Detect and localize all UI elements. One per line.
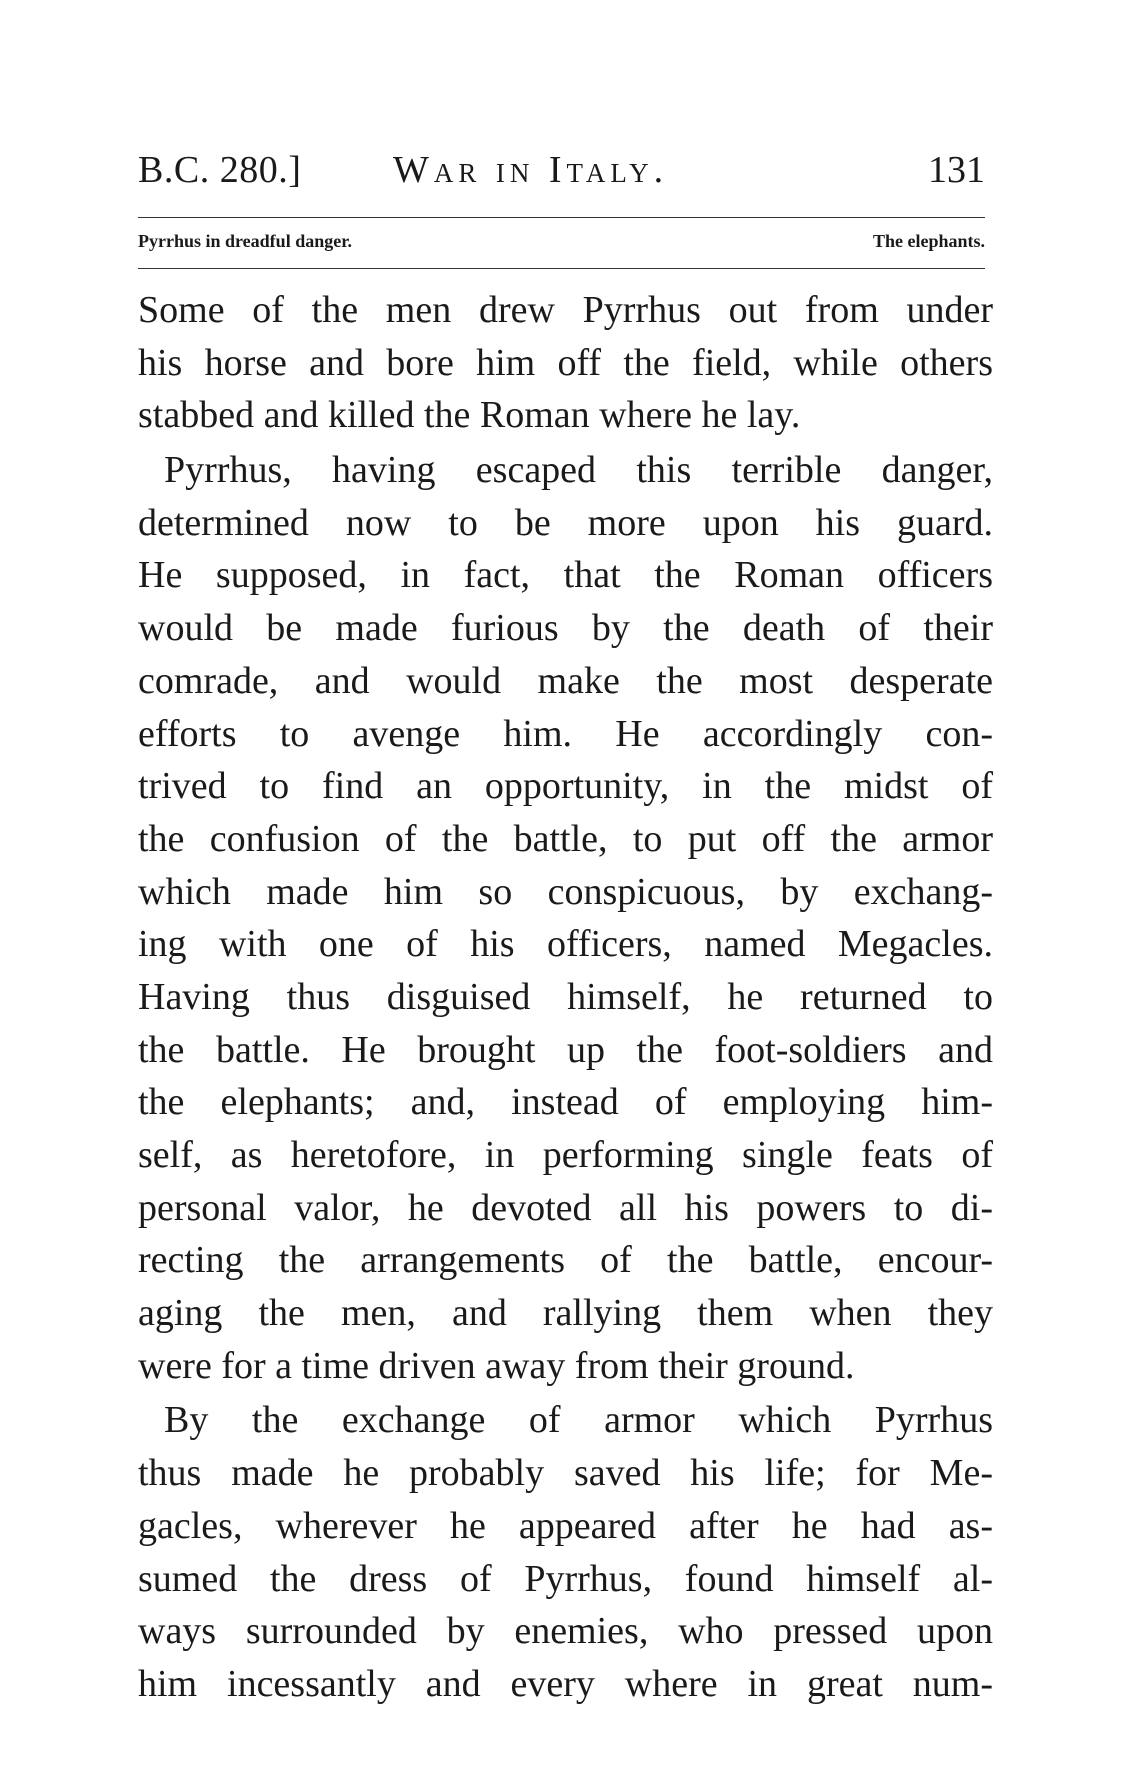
text-line: stabbed and killed the Roman where he lay. (138, 394, 801, 437)
text-line: were for a time driven away from their ground. (138, 1344, 855, 1387)
text-line: Pyrrhus, having escaped this terrible danger, (164, 449, 993, 492)
text-line: comrade, and would make the most desperate (138, 659, 993, 702)
text-line: Some of the men drew Pyrrhus out from under (138, 289, 993, 331)
text-line: would be made furious by the death of their (138, 607, 993, 650)
text-line: sumed the dress of Pyrrhus, found himself al- (138, 1557, 993, 1600)
body-text (138, 284, 993, 1711)
running-head-date: B.C. 280.] (138, 149, 302, 191)
text-line: self, as heretofore, in performing single feats of (138, 1134, 993, 1176)
header-rule-bottom (138, 268, 985, 269)
text-line: the battle. He brought up the foot-soldiers and (138, 1028, 993, 1071)
header-rule-top (138, 217, 985, 218)
text-line: He supposed, in fact, that the Roman officers (138, 554, 993, 597)
text-line: the elephants; and, instead of employing him- (138, 1081, 993, 1124)
text-line: efforts to avenge him. He accordingly con- (138, 712, 993, 755)
text-line: aging the men, and rallying them when they (138, 1292, 993, 1335)
text-line: ing with one of his officers, named Megacles. (138, 923, 993, 966)
running-head-title: War in Italy. (393, 149, 669, 191)
subhead-left: Pyrrhus in dreadful danger. (138, 231, 353, 251)
text-line: ways surrounded by enemies, who pressed upon (138, 1610, 993, 1653)
marginal-subheads (138, 228, 985, 258)
text-line: him incessantly and every where in great num- (138, 1662, 993, 1705)
text-line: determined now to be more upon his guard. (138, 501, 993, 544)
subhead-right: The elephants. (872, 231, 985, 251)
text-line: personal valor, he devoted all his powers to di- (138, 1186, 993, 1229)
text-line: By the exchange of armor which Pyrrhus (164, 1399, 993, 1442)
running-head (138, 148, 985, 198)
text-line: recting the arrangements of the battle, encour- (138, 1239, 993, 1282)
text-line: trived to find an opportunity, in the midst of (138, 765, 993, 808)
text-line: which made him so conspicuous, by exchang- (138, 870, 993, 913)
text-line: thus made he probably saved his life; for Me- (138, 1452, 993, 1495)
text-line: the confusion of the battle, to put off the armor (138, 817, 993, 860)
page-number: 131 (928, 149, 985, 191)
text-line: Having thus disguised himself, he returned to (138, 975, 993, 1018)
text-line: his horse and bore him off the field, while others (138, 341, 993, 384)
text-line: gacles, wherever he appeared after he had as- (138, 1504, 993, 1547)
